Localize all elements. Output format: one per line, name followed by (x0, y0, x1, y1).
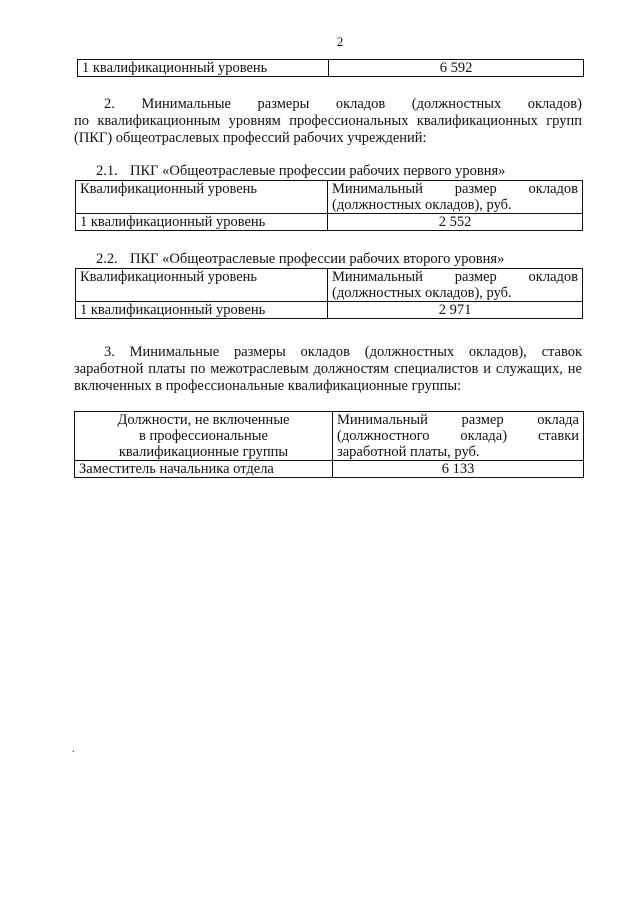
non-pkg-positions-table (74, 411, 584, 478)
section-3-intro-line2: заработной платы по межотраслевым должностям специалистов и служащих, не (74, 361, 582, 377)
salary-value-cell: 6 133 (333, 461, 584, 478)
section-3-intro-line1: 3. Минимальные размеры окладов (должностных окладов), ставок (104, 344, 582, 360)
column-header-positions (75, 412, 333, 461)
table-header-row (76, 181, 583, 214)
column-header-line: Должности, не включенные (117, 412, 290, 428)
column-header-line: (должностных окладов), руб. (332, 197, 512, 213)
subsection-number: 2.2. (96, 251, 118, 267)
table-header-row (76, 269, 583, 302)
qualification-level-cell: 1 квалификационный уровень (76, 302, 328, 319)
pkg-second-level-table (75, 268, 583, 319)
page-number: 2 (336, 34, 344, 49)
table-row (75, 461, 584, 478)
section-3-intro (74, 344, 582, 395)
subsection-2-1-heading (96, 163, 505, 180)
column-header-line: квалификационные группы (118, 444, 289, 460)
salary-value-cell: 2 971 (328, 302, 583, 319)
table-row (78, 60, 584, 77)
table-row (76, 214, 583, 231)
column-header-line: в профессиональные (139, 428, 268, 444)
qualification-level-cell: 1 квалификационный уровень (78, 60, 329, 77)
qualification-level-cell: 1 квалификационный уровень (76, 214, 328, 231)
section-3-intro-line3: включенных в профессиональные квалификационные группы: (74, 378, 462, 394)
column-header-line: Минимальный размер окладов (332, 269, 578, 285)
column-header-min-salary (328, 269, 583, 302)
subsection-title: ПКГ «Общеотраслевые профессии рабочих первого уровня» (130, 163, 506, 179)
column-header-line: (должностного оклада) ставки (337, 428, 579, 444)
section-2-intro-line2: по квалификационным уровням профессиональных квалификационных групп (74, 113, 582, 129)
section-2-intro (74, 96, 582, 147)
column-header-qualification-level: Квалификационный уровень (76, 269, 328, 302)
subsection-title: ПКГ «Общеотраслевые профессии рабочих второго уровня» (130, 251, 505, 267)
table-header-row (75, 412, 584, 461)
column-header-line: Минимальный размер оклада (337, 412, 579, 428)
column-header-line: Минимальный размер окладов (332, 181, 578, 197)
table-row (76, 302, 583, 319)
salary-value-cell: 2 552 (328, 214, 583, 231)
position-cell: Заместитель начальника отдела (75, 461, 333, 478)
margin-mark: . (72, 744, 75, 755)
column-header-qualification-level: Квалификационный уровень (76, 181, 328, 214)
column-header-line: (должностных окладов), руб. (332, 285, 512, 301)
column-header-min-salary (328, 181, 583, 214)
column-header-min-salary (333, 412, 584, 461)
section-2-intro-line1: 2. Минимальные размеры окладов (должностных окладов) (104, 96, 582, 112)
salary-value-cell: 6 592 (329, 60, 584, 77)
column-header-line: заработной платы, руб. (337, 444, 480, 460)
subsection-number: 2.1. (96, 163, 118, 179)
pkg-first-level-table (75, 180, 583, 231)
section-2-intro-line3: (ПКГ) общеотраслевых профессий рабочих учреждений: (74, 130, 427, 146)
carryover-salary-table (77, 59, 584, 77)
subsection-2-2-heading (96, 251, 504, 268)
